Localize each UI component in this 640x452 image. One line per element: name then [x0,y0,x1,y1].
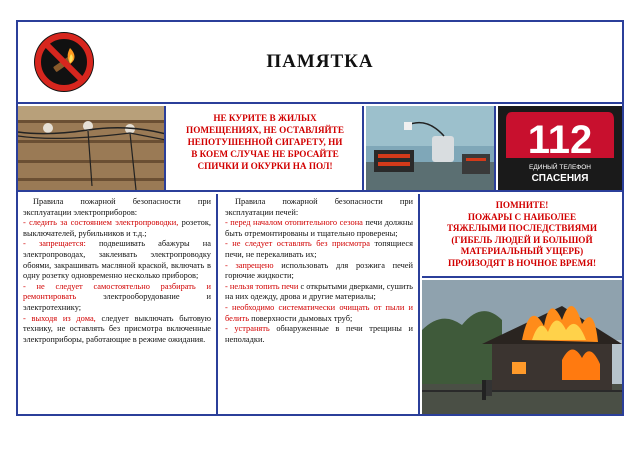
remember-line: ПРОИЗОДЯТ В НОЧНОЕ ВРЕМЯ! [447,257,597,268]
emergency-caption-1: ЕДИНЫЙ ТЕЛЕФОН [529,164,591,171]
remember-line: (ГИБЕЛЬ ЛЮДЕЙ И БОЛЬШОЙ [451,234,593,245]
list-item: - необходимо систематически очищать от пыли и белить поверхности дымовых труб; [225,302,413,323]
page-title: ПАМЯТКА [266,51,374,72]
warning-line: НЕПОТУШЕННОЙ СИГАРЕТУ, НИ [187,137,343,147]
emergency-112-logo [498,106,622,190]
stove-rules [220,194,420,414]
header [18,22,622,104]
poster-frame [16,20,624,416]
remember-line: ПОМНИТЕ! [495,200,549,210]
list-item: - следить за состоянием электропроводки, розеток, выключателей, рубильников и т.д.; [23,218,211,238]
emergency-number: 112 [527,118,593,162]
warning-line: НЕ КУРИТЕ В ЖИЛЫХ [213,113,317,123]
stove-intro: Правила пожарной безопасности при эксплуатации печей: [225,197,413,217]
remember-line: ПОЖАРЫ С НАИБОЛЕЕ [467,211,577,222]
warning-line: СПИЧКИ И ОКУРКИ НА ПОЛ! [197,161,333,171]
electrical-intro: Правила пожарной безопасности при эксплуатации электроприборов: [23,197,211,217]
old-wiring-photo [18,106,166,190]
remember-line: ТЯЖЕЛЫМИ ПОСЛЕДСТВИЯМИ [446,223,598,234]
list-item: - выходя из дома, следует выключать бытовую технику, не оставлять без присмотра включенные электроприборы, работающие в режиме ожидания. [23,313,211,344]
list-item: - перед началом отопительного сезона печи должны быть отремонтированы и тщательно проверены; [225,218,413,238]
list-item: - нельзя топить печи с открытыми дверками, сушить на них одежду, дрова и другие материалы; [225,281,413,302]
list-item: - устранять обнаруженные в печи трещины и неполадки. [225,324,413,344]
list-item: - запрещается: подвешивать абажуры на электропроводах, заклеивать электропроводку обоями, закрашивать масляной краской, включать в одну розетку одновременно несколько приборов; [23,239,212,281]
list-item: - не следует самостоятельно разбирать и ремонтировать электрооборудование и электротехнику; [23,281,211,312]
no-smoking-warning [168,106,364,190]
list-item: - не следует оставлять без присмотра топящиеся печи, не перекаливать их; [225,239,413,259]
warning-line: ПОМЕЩЕНИЯХ, НЕ ОСТАВЛЯЙТЕ [186,125,344,135]
electrical-rules [18,194,218,414]
house-fire-photo [422,280,622,414]
image-row [18,106,622,192]
emergency-caption-2: СПАСЕНИЯ [531,173,589,184]
night-fire-warning [422,194,622,278]
remember-line: МАТЕРИАЛЬНЫЙ УЩЕРБ) [460,246,584,257]
warning-line: В КОЕМ СЛУЧАЕ НЕ БРОСАЙТЕ [191,149,339,159]
list-item: - запрещено использовать для розжига печей горючие жидкости; [225,260,413,281]
electric-stove-photo [366,106,496,190]
